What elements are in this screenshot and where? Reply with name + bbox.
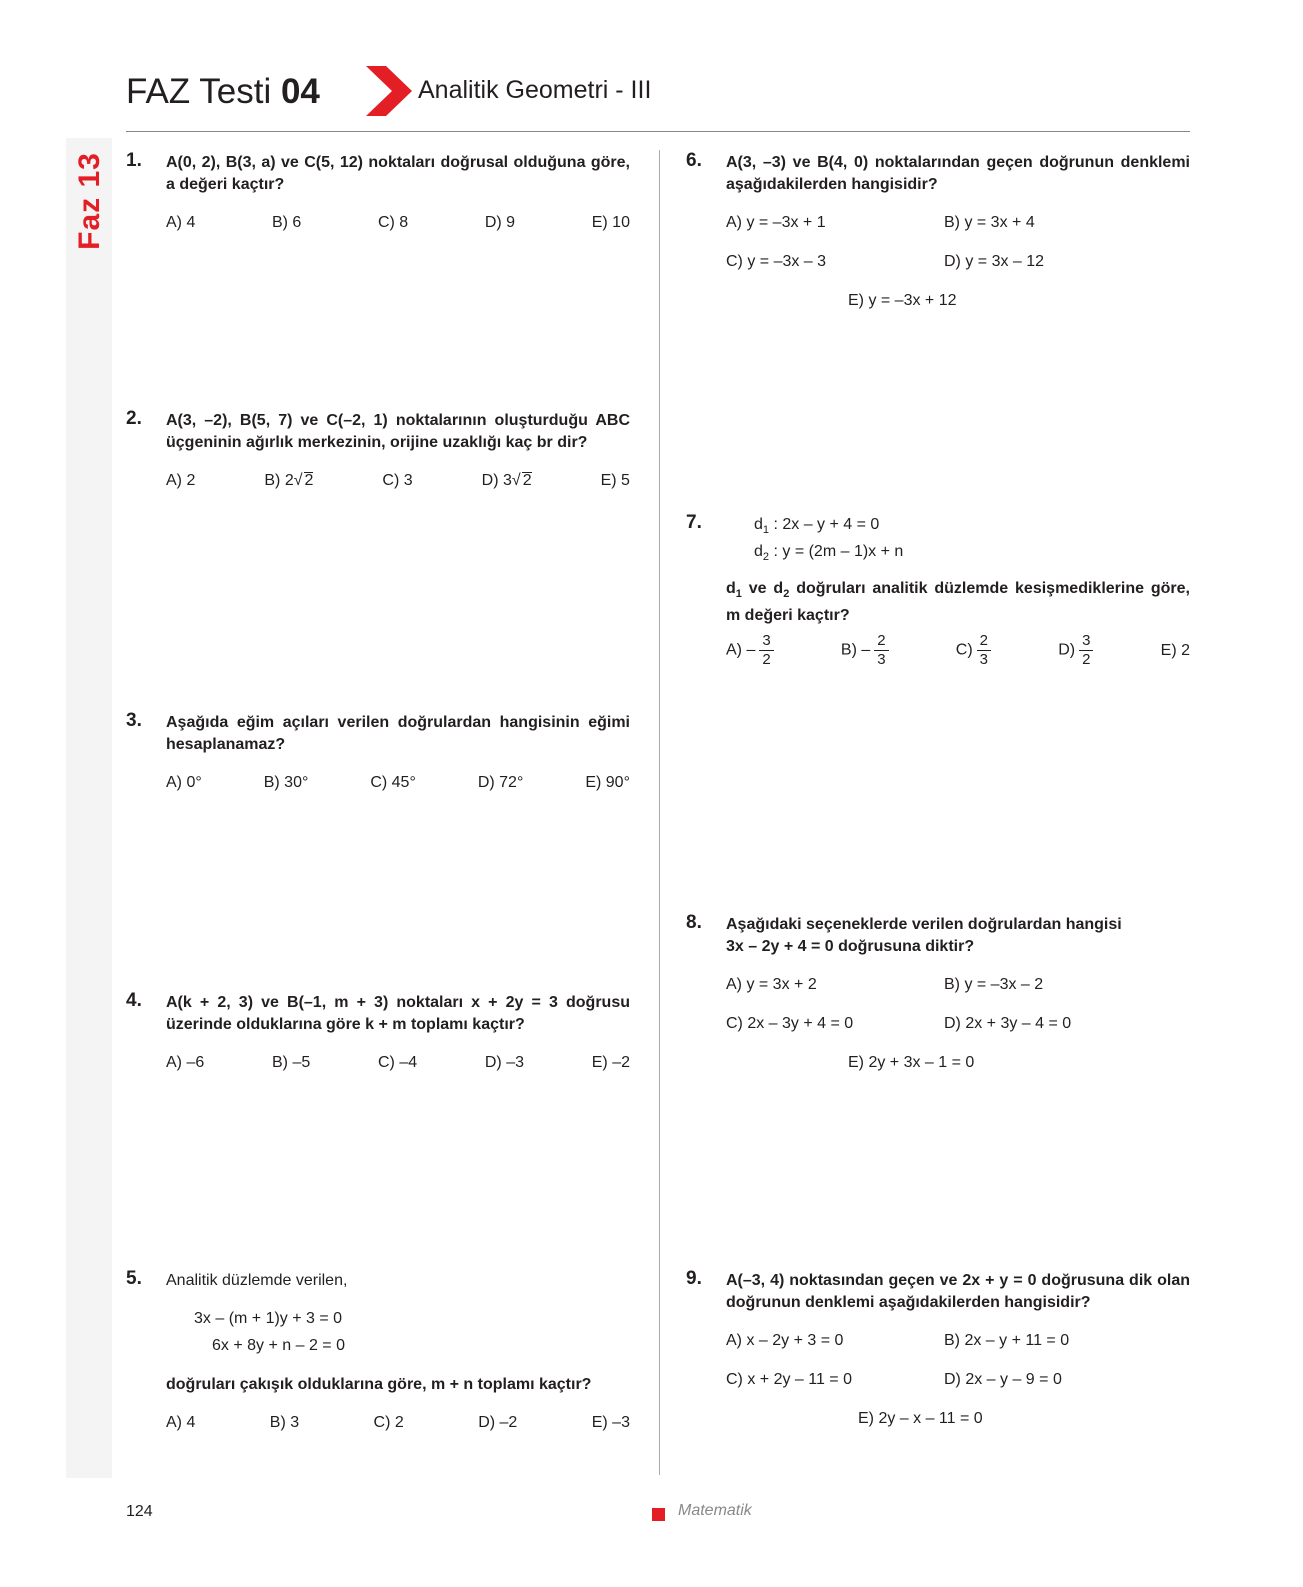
answer-options	[166, 1412, 630, 1434]
question-number: 1.	[126, 150, 142, 171]
question-number: 6.	[686, 150, 702, 171]
question-stem: A(3, –3) ve B(4, 0) noktalarından geçen doğrunun denklemi aşağıdakilerden hangisidir?	[726, 154, 1190, 193]
option-b[interactable]: B) y = 3x + 4	[944, 214, 1035, 231]
option-b[interactable]: B) 6	[271, 214, 302, 231]
option-b[interactable]: B) –5	[272, 1054, 311, 1071]
question-intro: Analitik düzlemde verilen,	[166, 1272, 348, 1289]
option-d[interactable]: D) y = 3x – 12	[944, 253, 1045, 270]
question-stem: A(k + 2, 3) ve B(–1, m + 3) noktaları x + 2y = 3 doğrusu üzerinde olduklarına göre k + m toplamı kaçtır?	[166, 994, 630, 1033]
question-2	[126, 408, 630, 498]
equation-1: 3x – (m + 1)y + 3 = 0	[194, 1310, 343, 1327]
question-stem: $d_1$ ve $d_2$ doğruları analitik düzlemde kesişmediklerine göre, m değeri kaçtır?	[726, 580, 1190, 625]
option-d[interactable]: D) 72°	[477, 774, 524, 791]
test-number: 04	[280, 72, 320, 111]
option-d[interactable]: D) 3√ 2	[481, 472, 532, 489]
question-number: 3.	[126, 710, 142, 731]
answer-options	[166, 772, 630, 794]
option-b[interactable]: B) 2x – y + 11 = 0	[944, 1332, 1070, 1349]
footer-subject: Matematik	[678, 1502, 752, 1519]
option-d[interactable]: D) –3	[484, 1054, 524, 1071]
option-c[interactable]: C) y = –3x – 3	[726, 253, 827, 270]
header-divider	[126, 131, 1190, 132]
question-8	[686, 912, 1190, 1082]
option-e[interactable]: E) 5	[600, 472, 630, 489]
square-icon	[652, 1508, 665, 1521]
option-e[interactable]: E) –2	[591, 1054, 630, 1071]
answer-options	[166, 1052, 630, 1074]
equation-2: 6x + 8y + n – 2 = 0	[212, 1337, 345, 1354]
test-title	[126, 72, 320, 112]
option-a[interactable]: A) 2	[166, 472, 196, 489]
option-c[interactable]: C) 3	[382, 472, 413, 489]
question-6	[686, 150, 1190, 320]
question-number: 9.	[686, 1268, 702, 1289]
option-e[interactable]: E) 90°	[585, 774, 630, 791]
option-c[interactable]: C) 45°	[370, 774, 416, 791]
option-b[interactable]: B) 30°	[263, 774, 309, 791]
fraction: $\frac{3}{2}$	[1079, 632, 1093, 669]
chevron-icon	[366, 66, 412, 116]
question-7	[686, 512, 1190, 692]
option-a[interactable]: A) – $\frac{3}{2}$	[726, 632, 774, 669]
line-d2: $d_2$ : y = (2m – 1)x + n	[754, 543, 904, 564]
option-e[interactable]: E) 2y – x – 11 = 0	[858, 1410, 983, 1427]
sqrt-icon: √	[511, 472, 521, 489]
column-divider	[659, 150, 660, 1475]
page-number: 124	[126, 1503, 153, 1520]
option-a[interactable]: A) x – 2y + 3 = 0	[726, 1332, 844, 1349]
option-c[interactable]: C) 2x – 3y + 4 = 0	[726, 1015, 854, 1032]
question-stem: A(0, 2), B(3, a) ve C(5, 12) noktaları doğrusal olduğuna göre, a değeri kaçtır?	[166, 154, 630, 193]
option-e[interactable]: E) 2y + 3x – 1 = 0	[848, 1054, 975, 1071]
question-number: 4.	[126, 990, 142, 1011]
option-a[interactable]: A) y = –3x + 1	[726, 214, 826, 231]
sqrt-icon: √	[293, 472, 303, 489]
option-b[interactable]: B) 3	[269, 1414, 300, 1431]
question-5	[126, 1268, 630, 1438]
question-stem: Aşağıda eğim açıları verilen doğrulardan hangisinin eğimi hesaplanamaz?	[166, 714, 630, 753]
question-stem: Aşağıdaki seçeneklerde verilen doğrulardan hangisi 3x – 2y + 4 = 0 doğrusuna diktir?	[726, 916, 1122, 955]
option-e[interactable]: E) y = –3x + 12	[848, 292, 957, 309]
option-c[interactable]: C) x + 2y – 11 = 0	[726, 1371, 852, 1388]
option-a[interactable]: A) –6	[166, 1054, 205, 1071]
option-e[interactable]: E) –3	[591, 1414, 630, 1431]
test-title-prefix: FAZ Testi	[126, 72, 272, 111]
answer-options	[166, 212, 630, 234]
line-d1: $d_1$ : 2x – y + 4 = 0	[754, 516, 880, 537]
side-label	[72, 146, 108, 256]
fraction: $\frac{2}{3}$	[977, 632, 991, 669]
option-b[interactable]: B) 2√ 2	[264, 472, 314, 489]
question-number: 2.	[126, 408, 142, 429]
option-a[interactable]: A) 4	[166, 214, 196, 231]
question-stem: A(–3, 4) noktasından geçen ve 2x + y = 0 doğrusuna dik olan doğrunun denklemi aşağıdakilerden hangisidir?	[726, 1272, 1190, 1311]
option-d[interactable]: D) 9	[484, 214, 516, 231]
option-e[interactable]: E) 10	[591, 214, 630, 231]
option-c[interactable]: C) 2	[373, 1414, 404, 1431]
question-stem: doğruları çakışık olduklarına göre, m + n toplamı kaçtır?	[166, 1376, 592, 1393]
question-stem: A(3, –2), B(5, 7) ve C(–2, 1) noktalarının oluşturduğu ABC üçgeninin ağırlık merkezinin, orijine uzaklığı kaç br dir?	[166, 412, 630, 451]
fraction: $\frac{3}{2}$	[759, 632, 773, 669]
option-e[interactable]: E) 2	[1160, 641, 1190, 659]
side-label-text: Faz 13	[73, 152, 106, 250]
question-number: 5.	[126, 1268, 142, 1289]
option-c[interactable]: C) 8	[377, 214, 409, 231]
answer-options	[166, 470, 630, 492]
question-9	[686, 1268, 1190, 1438]
question-number: 8.	[686, 912, 702, 933]
side-strip	[66, 138, 112, 1478]
chapter-subject: Analitik Geometri - III	[418, 76, 652, 104]
question-1	[126, 150, 630, 240]
option-b[interactable]: B) y = –3x – 2	[944, 976, 1044, 993]
option-b[interactable]: B) – $\frac{2}{3}$	[841, 632, 889, 669]
option-c[interactable]: C) $\frac{2}{3}$	[956, 632, 991, 669]
option-d[interactable]: D) –2	[478, 1414, 518, 1431]
question-3	[126, 710, 630, 800]
option-c[interactable]: C) –4	[378, 1054, 418, 1071]
option-d[interactable]: D) 2x – y – 9 = 0	[944, 1371, 1062, 1388]
option-a[interactable]: A) 0°	[166, 774, 202, 791]
question-4	[126, 990, 630, 1080]
option-d[interactable]: D) $\frac{3}{2}$	[1058, 632, 1093, 669]
question-number: 7.	[686, 512, 702, 533]
fraction: $\frac{2}{3}$	[874, 632, 888, 669]
option-a[interactable]: A) y = 3x + 2	[726, 976, 817, 993]
answer-options	[726, 632, 1190, 669]
option-a[interactable]: A) 4	[166, 1414, 196, 1431]
option-d[interactable]: D) 2x + 3y – 4 = 0	[944, 1015, 1072, 1032]
